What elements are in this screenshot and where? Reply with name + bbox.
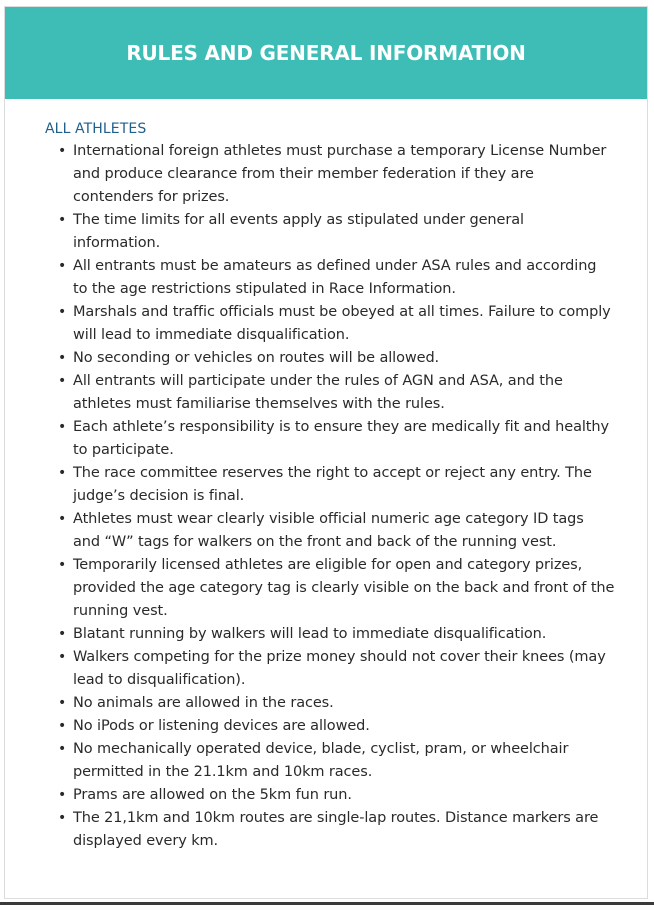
list-item <box>45 370 615 416</box>
list-item-text: Blatant running by walkers will lead to immediate disqualification. <box>73 626 547 642</box>
bullet-icon: • <box>58 373 67 389</box>
bullet-icon: • <box>58 810 67 826</box>
bullet-icon: • <box>58 212 67 228</box>
list-item-text: International foreign athletes must purchase a temporary License Number and produce clearance from their member federation if they are contenders for prizes. <box>73 143 607 205</box>
list-item <box>45 738 615 784</box>
rules-section <box>45 120 615 853</box>
list-item-text: The time limits for all events apply as stipulated under general information. <box>73 212 524 251</box>
bullet-icon: • <box>58 695 67 711</box>
list-item-text: Walkers competing for the prize money should not cover their knees (may lead to disqualification). <box>73 649 606 688</box>
document-page <box>4 6 648 899</box>
list-item <box>45 462 615 508</box>
page-title: RULES AND GENERAL INFORMATION <box>126 41 526 65</box>
list-item <box>45 209 615 255</box>
title-banner <box>5 7 647 99</box>
list-item <box>45 255 615 301</box>
list-item-text: All entrants must be amateurs as defined under ASA rules and according to the age restrictions stipulated in Race Information. <box>73 258 597 297</box>
list-item-text: No seconding or vehicles on routes will be allowed. <box>73 350 440 366</box>
bullet-icon: • <box>58 787 67 803</box>
rules-list <box>45 140 615 853</box>
bullet-icon: • <box>58 741 67 757</box>
list-item-text: The 21,1km and 10km routes are single-lap routes. Distance markers are displayed every km. <box>73 810 599 849</box>
list-item-text: Marshals and traffic officials must be obeyed at all times. Failure to comply will lead to immediate disqualification. <box>73 304 611 343</box>
bullet-icon: • <box>58 419 67 435</box>
list-item <box>45 508 615 554</box>
list-item-text: Each athlete’s responsibility is to ensure they are medically fit and healthy to participate. <box>73 419 609 458</box>
list-item <box>45 140 615 209</box>
bullet-icon: • <box>58 465 67 481</box>
list-item-text: No animals are allowed in the races. <box>73 695 334 711</box>
list-item-text: Temporarily licensed athletes are eligible for open and category prizes, provided the age category tag is clearly visible on the back and front of the running vest. <box>73 557 615 619</box>
list-item <box>45 416 615 462</box>
list-item-text: The race committee reserves the right to accept or reject any entry. The judge’s decision is final. <box>73 465 592 504</box>
section-heading: ALL ATHLETES <box>45 121 147 137</box>
list-item <box>45 301 615 347</box>
list-item <box>45 807 615 853</box>
bullet-icon: • <box>58 557 67 573</box>
bullet-icon: • <box>58 304 67 320</box>
list-item <box>45 347 615 370</box>
bullet-icon: • <box>58 511 67 527</box>
list-item <box>45 784 615 807</box>
list-item-text: Athletes must wear clearly visible official numeric age category ID tags and “W” tags for walkers on the front and back of the running vest. <box>73 511 584 550</box>
bullet-icon: • <box>58 626 67 642</box>
list-item-text: All entrants will participate under the rules of AGN and ASA, and the athletes must familiarise themselves with the rules. <box>73 373 563 412</box>
list-item <box>45 692 615 715</box>
list-item-text: No iPods or listening devices are allowed. <box>73 718 370 734</box>
list-item <box>45 715 615 738</box>
list-item <box>45 554 615 623</box>
list-item-text: No mechanically operated device, blade, cyclist, pram, or wheelchair permitted in the 21.1km and 10km races. <box>73 741 569 780</box>
bullet-icon: • <box>58 258 67 274</box>
bullet-icon: • <box>58 649 67 665</box>
list-item-text: Prams are allowed on the 5km fun run. <box>73 787 352 803</box>
list-item <box>45 646 615 692</box>
bullet-icon: • <box>58 718 67 734</box>
bullet-icon: • <box>58 350 67 366</box>
list-item <box>45 623 615 646</box>
bullet-icon: • <box>58 143 67 159</box>
